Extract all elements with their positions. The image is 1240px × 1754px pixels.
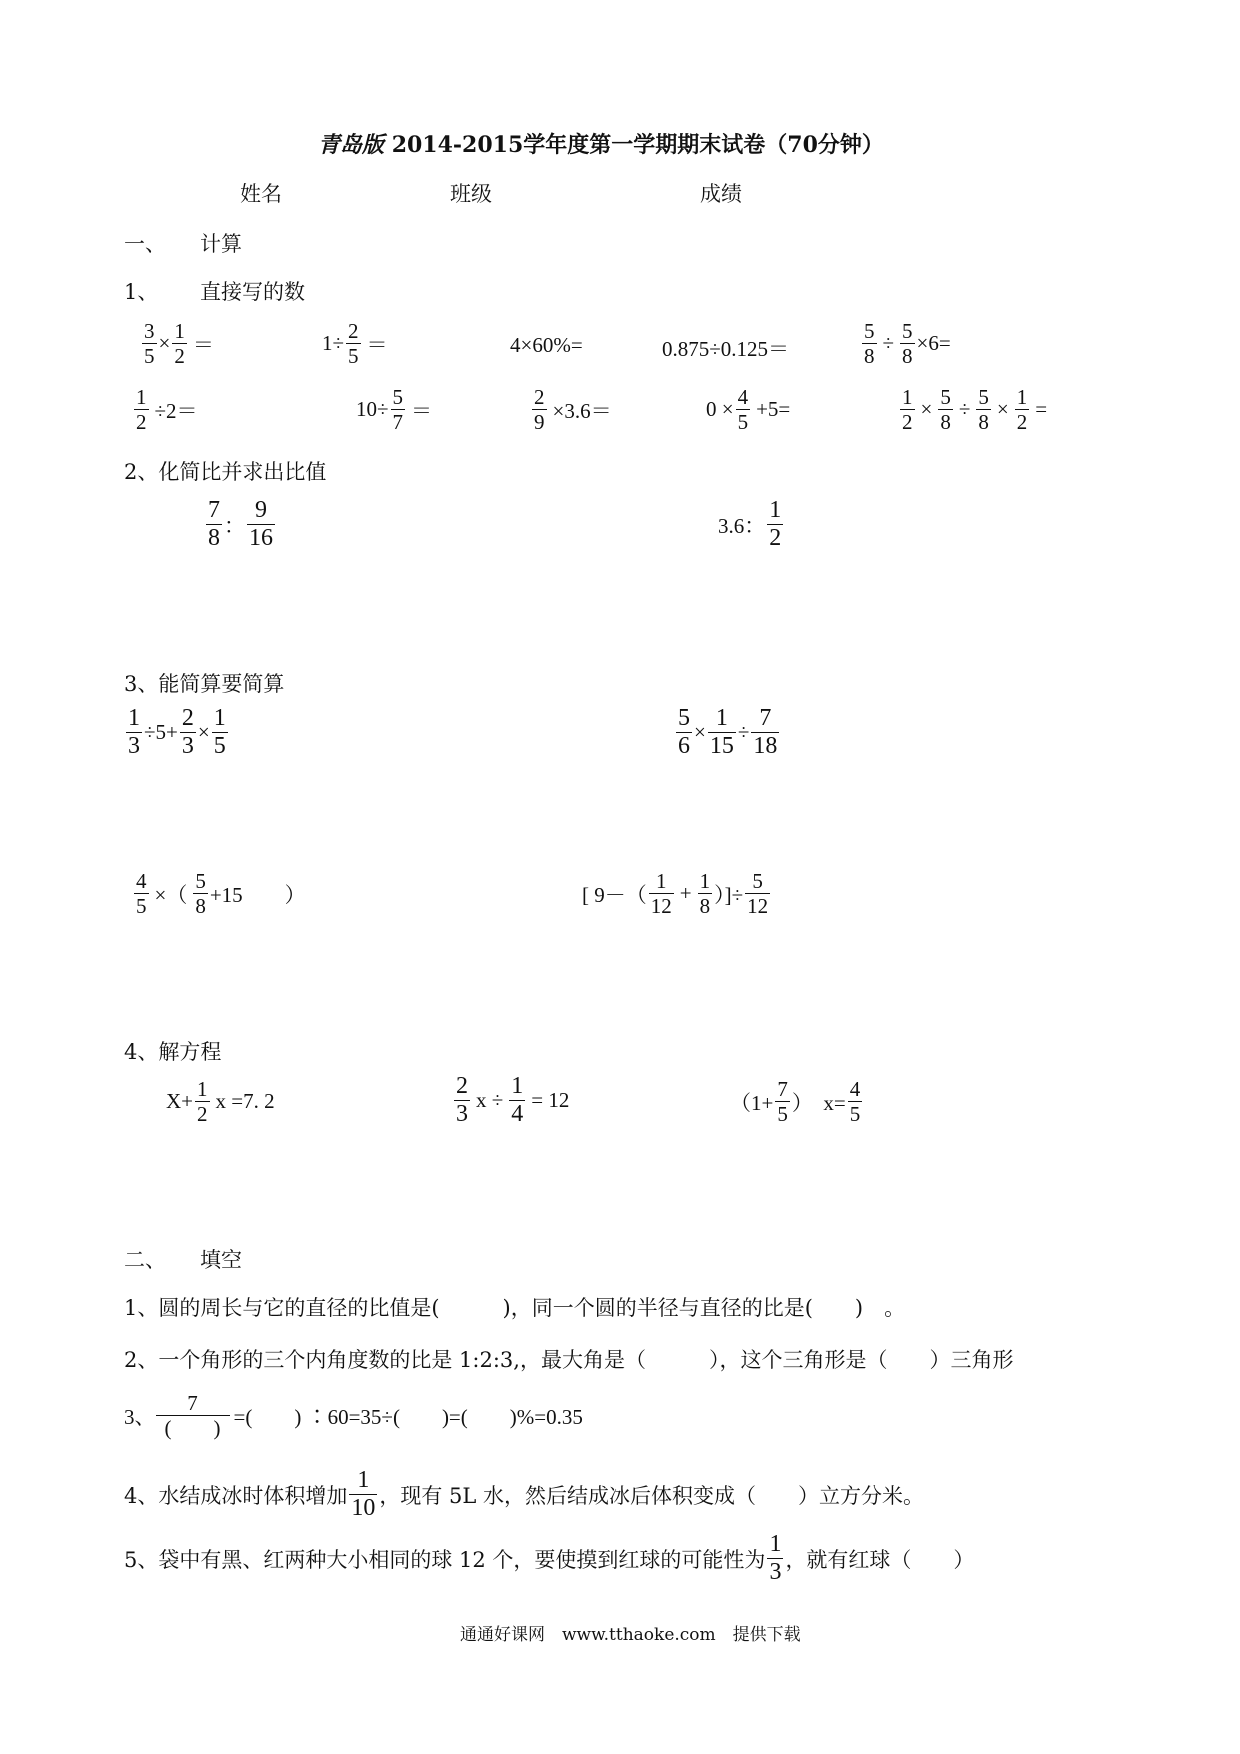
calc-item-1: $\frac{3}{5}$ × $\frac{1}{2}$ ＝ [144,319,214,369]
section-two-number: 二、 [124,1248,166,1272]
calc-item-2: 1÷ $\frac{2}{5}$ ＝ [322,319,388,369]
question-four-title: 4、解方程 [124,1040,222,1064]
fill-question-1: 1、圆的周长与它的直径的比值是( )，同一个圆的半径与直径的比是( ) 。 [124,1296,906,1320]
score-label: 成绩 [700,182,742,206]
class-label: 班级 [450,182,492,206]
title-rest: 2014-2015学年度第一学期期末试卷（70分钟） [391,132,884,158]
calc-item-5: $\frac{5}{8}$ ÷ $\frac{5}{8}$ ×6= [864,319,951,369]
calc-item-10: $\frac{1}{2}$ × $\frac{5}{8}$ ÷ $\frac{5}{8}$ × $\frac{1}{2}$ = [902,385,1048,435]
equation-3: （1+ $\frac{7}{5}$ ） x= $\frac{4}{5}$ [730,1077,861,1127]
fill-question-4: 4、水结成冰时体积增加 $\frac{1}{10}$ ，现有 5L 水，然后结成冰后体积变成（ ）立方分米。 [124,1467,925,1522]
question-one-number: 1、 [124,280,159,304]
title-publisher: 青岛版 [318,132,385,158]
exam-title [318,128,884,159]
question-one-title: 直接写的数 [200,280,305,304]
equation-2: $\frac{2}{3}$ x ÷ $\frac{1}{4}$ = 12 [456,1073,570,1128]
fill-question-3: 3、 $\frac{7}{( )}$ =( ) ∶60=35÷( )=( )%=0.35 [124,1391,583,1441]
ratio-item-2: 3.6： $\frac{1}{2}$ [718,497,782,552]
simplify-item-3: $\frac{4}{5}$ ×（ $\frac{5}{8}$ +15 ） [136,869,306,919]
section-one-number: 一、 [124,232,166,256]
equation-1: X+ $\frac{1}{2}$ x =7. 2 [166,1077,275,1127]
fill-question-2: 2、一个角形的三个内角度数的比是 1:2:3,，最大角是（ ），这个三角形是（ ）三角形 [124,1348,1014,1372]
question-two-title: 2、化简比并求出比值 [124,460,327,484]
calc-item-6: $\frac{1}{2}$ ÷2＝ [136,385,198,435]
footer-text: 通通好课网 www.tthaoke.com 提供下载 [460,1625,801,1645]
section-one-title: 计算 [200,232,242,256]
calc-item-8: $\frac{2}{9}$ ×3.6＝ [534,385,612,435]
calc-item-4: 0.875÷0.125＝ [662,337,790,361]
simplify-item-1: $\frac{1}{3}$ ÷5+ $\frac{2}{3}$ × $\frac{1}{5}$ [128,705,226,760]
question-three-title: 3、能简算要简算 [124,672,285,696]
name-label: 姓名 [240,182,282,206]
simplify-item-4: [ 9－（ $\frac{1}{12}$ + $\frac{1}{8}$ ）]÷ $\frac{5}{12}$ [582,869,769,919]
section-two-title: 填空 [200,1248,242,1272]
calc-item-9: 0 × $\frac{4}{5}$ +5= [706,385,791,435]
calc-item-3: 4×60%= [510,333,583,357]
fill-question-5: 5、袋中有黑、红两种大小相同的球 12 个，要使摸到红球的可能性为 $\frac{1}{3}$ ，就有红球（ ） [124,1531,975,1586]
calc-item-7: 10÷ $\frac{5}{7}$ ＝ [356,385,433,435]
ratio-item-1: $\frac{7}{8}$ ： $\frac{9}{16}$ [208,497,273,552]
simplify-item-2: $\frac{5}{6}$ × $\frac{1}{15}$ ÷ $\frac{7}{18}$ [678,705,778,760]
